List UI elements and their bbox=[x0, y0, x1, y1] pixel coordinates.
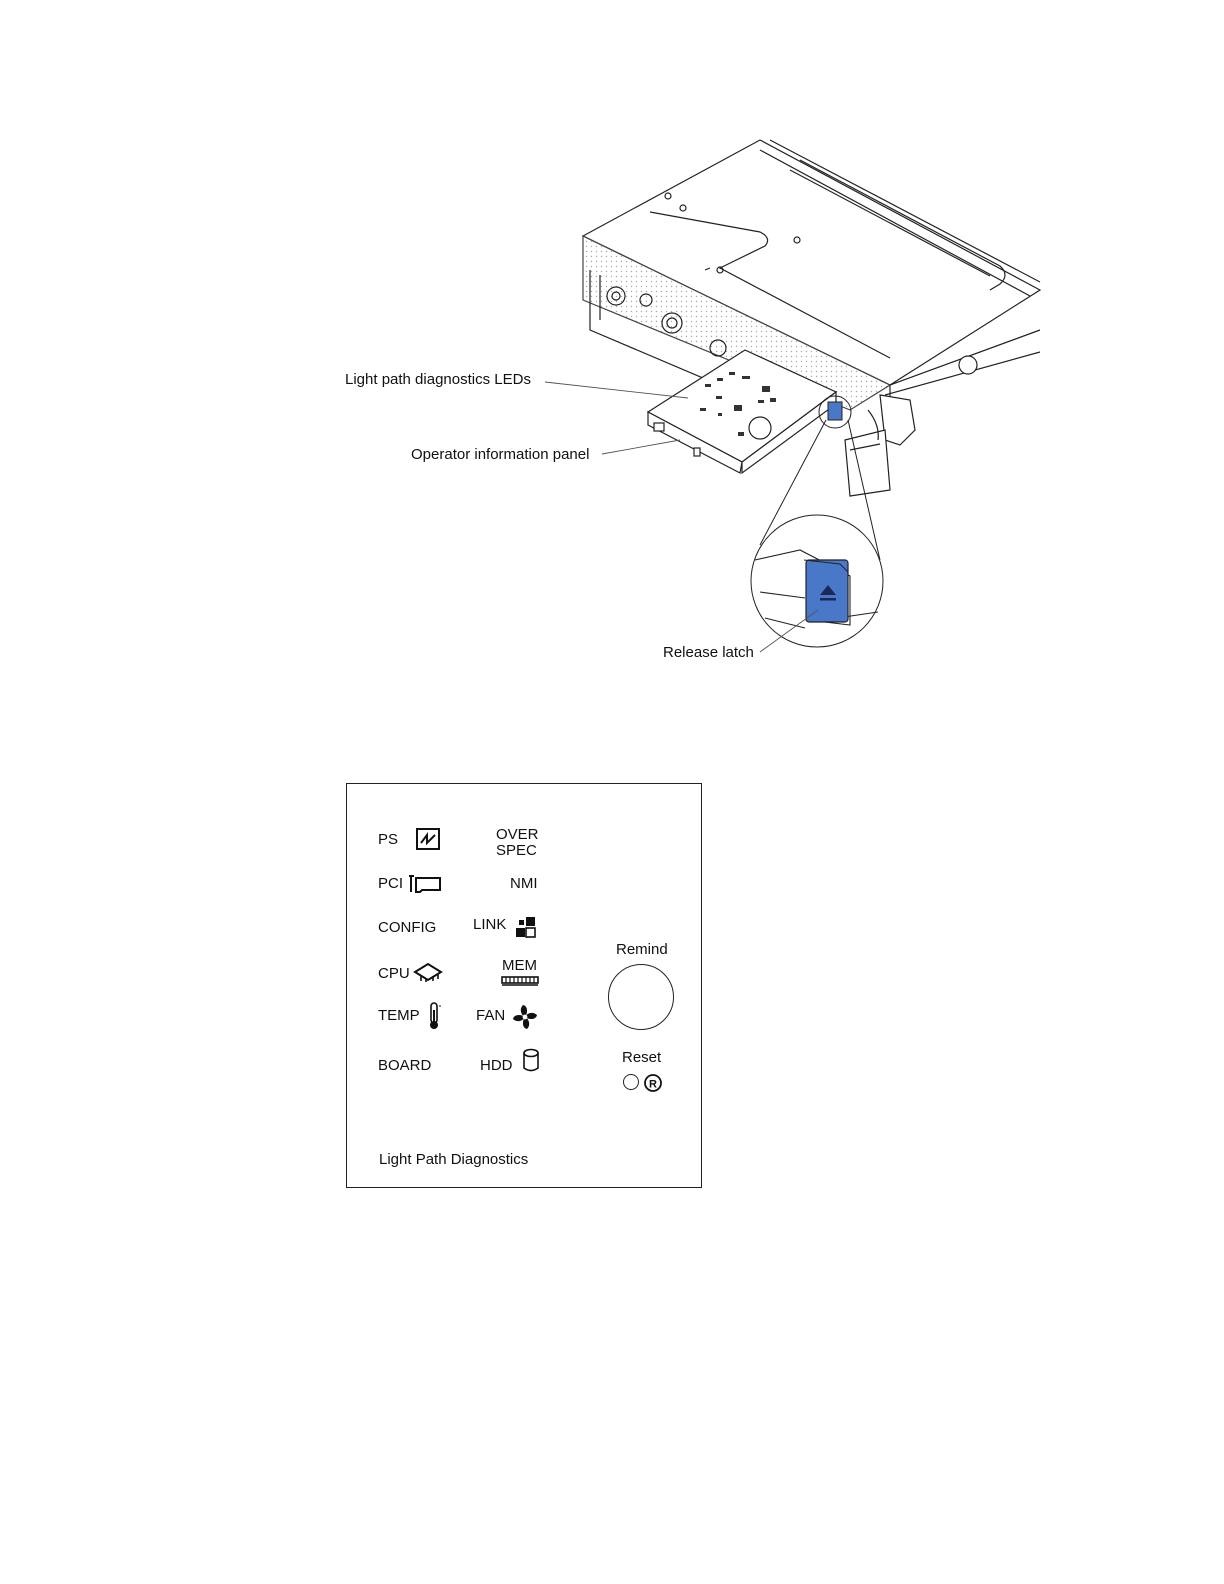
callout-release-latch: Release latch bbox=[663, 644, 754, 661]
reset-button[interactable] bbox=[623, 1074, 639, 1090]
led-fan-label: FAN bbox=[476, 1007, 506, 1024]
reset-r-icon bbox=[643, 1073, 663, 1093]
callout-operator-panel: Operator information panel bbox=[411, 446, 590, 463]
remind-label: Remind bbox=[616, 941, 668, 958]
memory-module-icon bbox=[501, 975, 539, 987]
server-illustration bbox=[0, 0, 1224, 720]
led-over-label: OVER bbox=[496, 826, 539, 843]
led-nmi-label: NMI bbox=[510, 875, 538, 892]
fan-icon bbox=[511, 1003, 539, 1031]
led-temp-label: TEMP bbox=[378, 1007, 420, 1024]
led-cpu-label: CPU bbox=[378, 965, 410, 982]
panel-title: Light Path Diagnostics bbox=[379, 1151, 529, 1168]
callout-light-path-leds: Light path diagnostics LEDs bbox=[345, 371, 531, 388]
reset-label: Reset bbox=[622, 1049, 662, 1066]
led-config-label: CONFIG bbox=[378, 919, 437, 936]
thermometer-icon bbox=[427, 1002, 443, 1030]
remind-button[interactable] bbox=[608, 964, 674, 1030]
led-board-label: BOARD bbox=[378, 1057, 432, 1074]
led-ps-label: PS bbox=[378, 831, 399, 848]
pci-card-icon bbox=[408, 874, 442, 894]
hard-disk-icon bbox=[522, 1048, 540, 1074]
led-mem-label: MEM bbox=[502, 957, 537, 974]
led-pci-label: PCI bbox=[378, 875, 404, 892]
link-icon bbox=[514, 916, 538, 938]
led-spec-label: SPEC bbox=[496, 842, 537, 859]
svg-text:R: R bbox=[649, 1078, 657, 1091]
light-path-panel bbox=[346, 783, 702, 1188]
cpu-icon bbox=[413, 962, 443, 982]
power-supply-icon bbox=[416, 828, 440, 850]
led-hdd-label: HDD bbox=[480, 1057, 513, 1074]
led-link-label: LINK bbox=[473, 916, 507, 933]
